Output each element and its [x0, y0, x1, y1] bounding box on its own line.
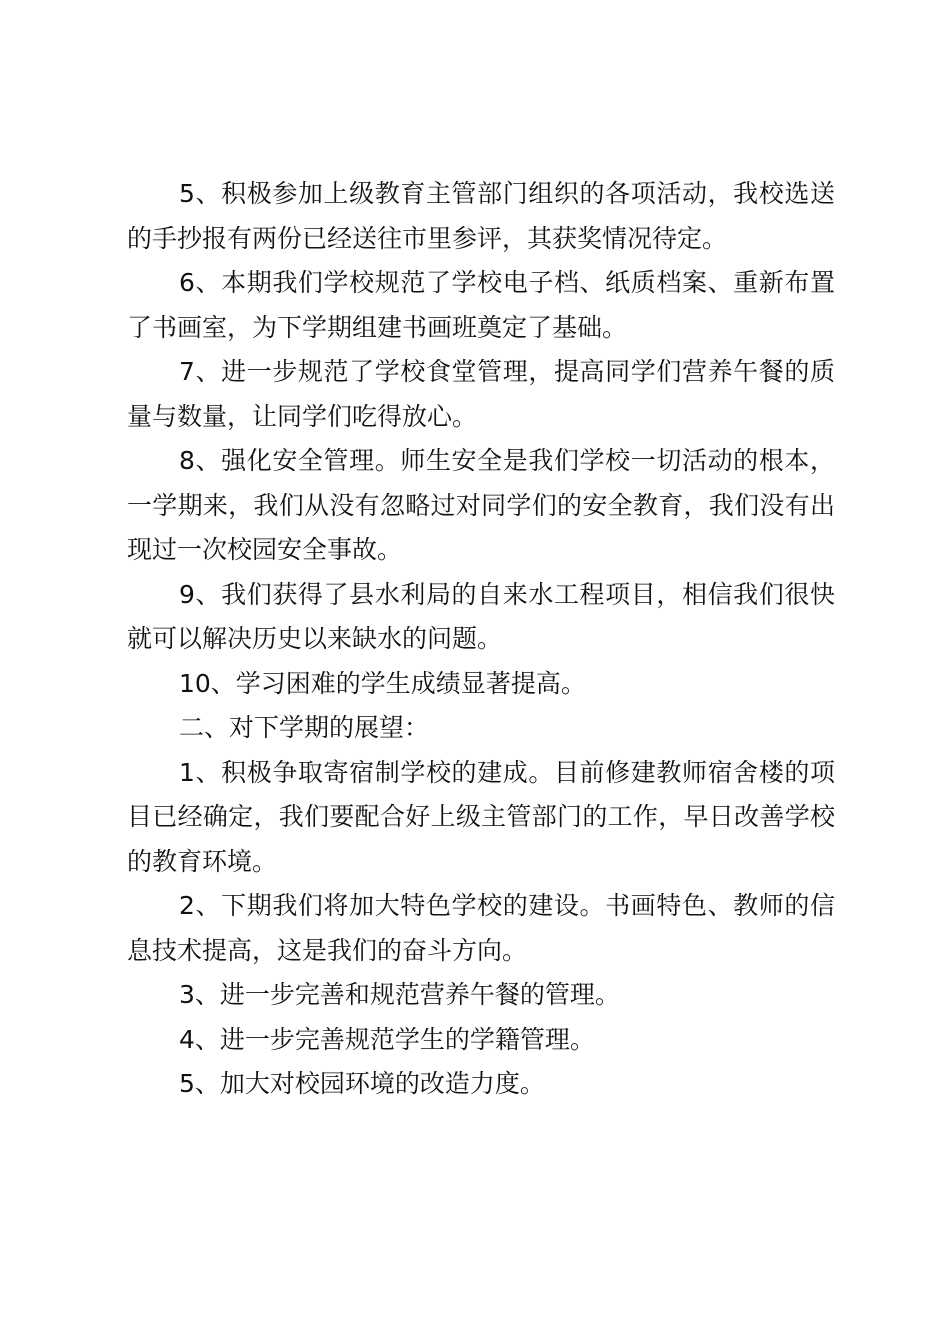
paragraph-item-9-water-project: 9、我们获得了县水利局的自来水工程项目，相信我们很快就可以解决历史以来缺水的问题。 [127, 579, 835, 653]
outlook-item-3-nutrition-lunch: 3、进一步完善和规范营养午餐的管理。 [179, 980, 620, 1009]
outlook-item-1-boarding-school: 1、积极争取寄宿制学校的建成。目前修建教师宿舍楼的项目已经确定，我们要配合好上级主管部门的工作，早日改善学校的教育环境。 [127, 757, 835, 876]
outlook-item-4-student-records: 4、进一步完善规范学生的学籍管理。 [179, 1024, 595, 1054]
outlook-item-2-featured-school: 2、下期我们将加大特色学校的建设。书画特色、教师的信息技术提高，这是我们的奋斗方向。 [127, 891, 835, 965]
paragraph-item-8-safety: 8、强化安全管理。师生安全是我们学校一切活动的根本，一学期来，我们从没有忽略过对同学们的安全教育，我们没有出现过一次校园安全事故。 [127, 446, 835, 564]
paragraph-item-7-canteen: 7、进一步规范了学校食堂管理，提高同学们营养午餐的质量与数量，让同学们吃得放心。 [127, 357, 835, 431]
paragraph-item-10-grades: 10、学习困难的学生成绩显著提高。 [179, 668, 586, 698]
document-page [127, 172, 835, 1107]
section-heading-outlook: 二、对下学期的展望： [179, 713, 430, 742]
paragraph-item-6-archives: 6、本期我们学校规范了学校电子档、纸质档案、重新布置了书画室，为下学期组建书画班奠定了基础。 [127, 268, 835, 342]
outlook-item-5-campus-environment: 5、加大对校园环境的改造力度。 [179, 1069, 545, 1098]
paragraph-item-5-activities: 5、积极参加上级教育主管部门组织的各项活动，我校选送的手抄报有两份已经送往市里参评，其获奖情况待定。 [127, 179, 835, 253]
